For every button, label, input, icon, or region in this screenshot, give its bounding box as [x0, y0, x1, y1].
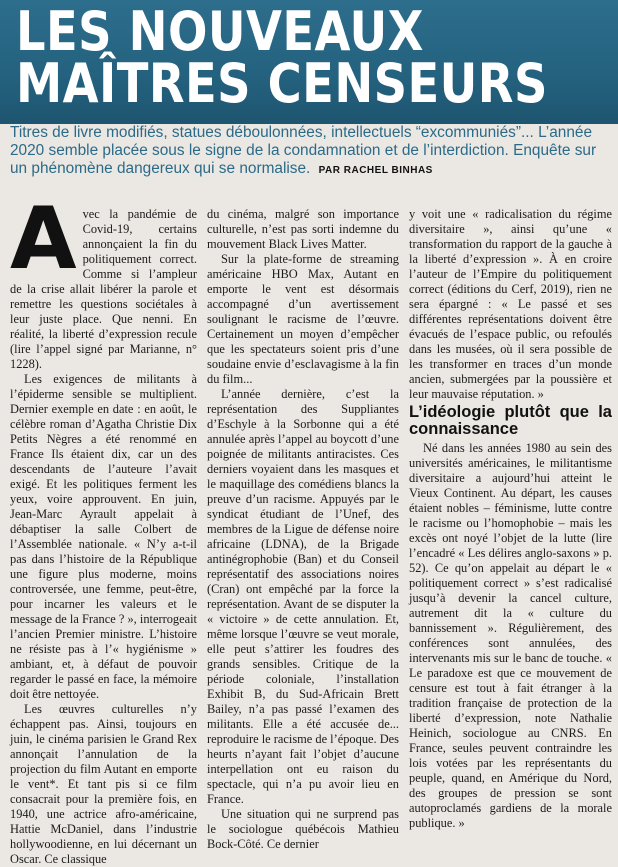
- section-subheading: L’idéologie plutôt que la connaissance: [409, 403, 612, 438]
- paragraph: y voit une « radicalisation du régime diversitaire », ainsi qu’une « transformation du rapport de la gauche à la liberté d’expression ». À en croire l’auteur de l’Empire du politiquement correct (éditions du Cerf, 2019), rien ne sera épargné : « Le passé et ses différentes représentations doivent être évacués de l’espace public, ou refoulés dans les musées, où il sera possible de les transformer en traces d’un monde ancien, submergées par la poussière et leur mauvaise réputation. »: [409, 207, 612, 401]
- headline: [16, 0, 548, 115]
- byline: PAR RACHEL BINHAS: [318, 165, 433, 176]
- paragraph: Une situation qui ne surprend pas le sociologue québécois Mathieu Bock-Côté. Ce dernier: [207, 807, 399, 851]
- article-column-2: [207, 207, 399, 852]
- headline-line-2: MAÎTRES CENSEURS: [16, 52, 548, 115]
- paragraph: L’année dernière, c’est la représentation des Suppliantes d’Eschyle à la Sorbonne qui a été annulée après l’appel au boycott d’une poignée de militants antiracistes. Ces derniers voyaient dans les masques et le maquillage des comédiens blancs la preuve d’un racisme. Appuyés par le syndicat étudiant de l’Unef, des membres de la Ligue de défense noire africaine (LDNA), de la Brigade antinégrophobie (Ban) et du Conseil représentatif des associations noires (Cran) ont empêché par la force la représentation. Avant de se disputer la « victoire » de cette annulation. Et, même lorsque l’œuvre se veut morale, elle peut s’attirer les foudres des grands sensibles. Critique de la période coloniale, l’installation Exhibit B, du Sud-Africain Brett Bailey, n’a pas passé l’examen des militants. Elle a été accusée de... reproduire le racisme de l’époque. Des heurts n’ayant fait l’objet d’aucune interpellation ont eu raison du spectacle, qui n’a pu avoir lieu en France.: [207, 387, 399, 806]
- article-column-1: [10, 189, 197, 867]
- standfirst-text: Titres de livre modifiés, statues déboulonnées, intellectuels “excommuniés”... L’année 2020 semble placée sous le signe de la condamnation et de l’interdiction. Enquête sur un phénomène dangereux qui se normalise.: [10, 124, 597, 177]
- paragraph: Sur la plate-forme de streaming américaine HBO Max, Autant en emporte le vent est désormais accompagné d’un avertissement soulignant le racisme de l’œuvre. Certainement un moyen d’empêcher que les spectateurs soient pris d’une soudaine envie d’esclavagisme à la fin du film...: [207, 252, 399, 386]
- paragraph-text: vec la pandémie de Covid-19, certains annonçaient la fin du politiquement correct. Comme si l’ampleur de la crise allait libérer la parole et remettre les questions sociétales à leur juste place. Que nenni. En réalité, la liberté d’expression recule (lire l’appel signé par Marianne, n° 1228).: [10, 207, 197, 371]
- paragraph: Les œuvres culturelles n’y échappent pas. Ainsi, toujours en juin, le cinéma parisien le Grand Rex annonçait l’annulation de la projection du film Autant en emporte le vent*. Et tant pis si ce film consacrait pour la première fois, en 1940, une actrice afro-américaine, Hattie McDaniel, dans l’industrie hollywoodienne, en lui décernant un Oscar. Ce classique: [10, 702, 197, 866]
- paragraph: [10, 189, 197, 372]
- paragraph: Né dans les années 1980 au sein des universités américaines, le militantisme diversitaire a aujourd’hui atteint le Vieux Continent. Au départ, les causes étaient nobles – féminisme, lutte contre le racisme ou l’homophobie – mais les excès ont noyé l’objet de la lutte (lire l’encadré « Les délires anglo-saxons » p. 52). Ce qu’on appelait au départ le « politiquement correct » s’est radicalisé jusqu’à devenir la cancel culture, autrement dit la « culture du bannissement ». Régulièrement, des conférences sont annulées, des intervenants mis sur le banc de touche. « Le paradoxe est que ce mouvement de censure est tout à fait étranger à la tradition française de protection de la liberté d’expression, note Nathalie Heinich, sociologue au CNRS. En France, seules peuvent contraindre les lois votées par les représentants du peuple, quand, en Amérique du Nord, des groupes de pression se sont autoproclamés gardiens de la morale publique. »: [409, 441, 612, 830]
- paragraph: Les exigences de militants à l’épiderme sensible se multiplient. Dernier exemple en date : en août, le célèbre roman d’Agatha Christie Dix Petits Nègres a été renommé en France Ils étaient dix, car un des descendants de l’auteure l’avait exigé. Et les politiques ferment les yeux, voire approuvent. En juin, Jean-Marc Ayrault appelait à débaptiser la salle Colbert de l’Assemblée nationale. « N’y a-t-il pas dans l’histoire de la République une figure plus moderne, moins controversée, une femme, peut-être, pour incarner les valeurs et le message de la France ? », interrogeait l’ancien Premier ministre. L’histoire ne résiste pas à l’« hygiénisme » ambiant, et, à défaut de pouvoir regarder le passé en face, la mémoire doit être nettoyée.: [10, 372, 197, 701]
- paragraph: du cinéma, malgré son importance culturelle, n’est pas sorti indemne du mouvement Black Lives Matter.: [207, 207, 399, 251]
- header-banner: [0, 0, 618, 124]
- drop-cap: A: [10, 189, 77, 289]
- headline-line-1: LES NOUVEAUX: [16, 0, 424, 63]
- standfirst: [10, 124, 610, 180]
- article-column-3: [409, 207, 612, 831]
